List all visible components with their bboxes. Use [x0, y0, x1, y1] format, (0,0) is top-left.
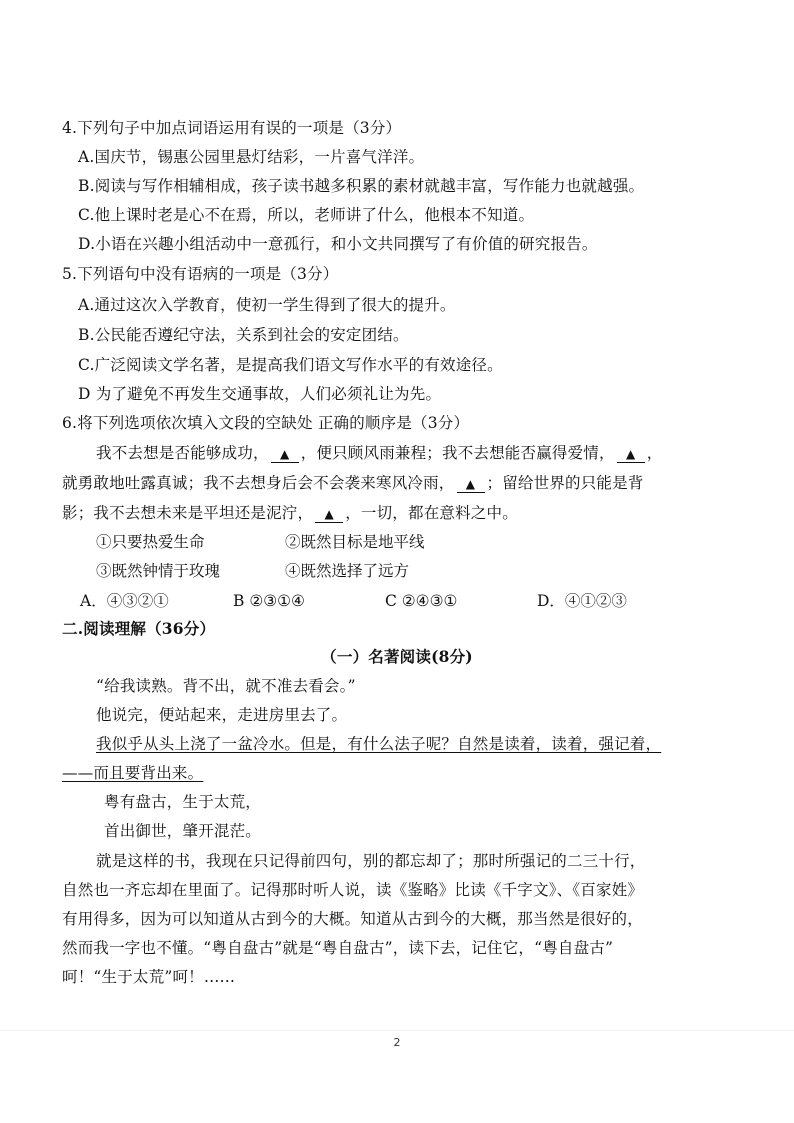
q6-option-c: C ②④③①: [385, 592, 458, 610]
passage-verse-2: 首出御世，肇开混茫。: [104, 822, 262, 840]
q6-text: ，: [646, 444, 663, 462]
q4-option-d: D.小语在兴趣小组活动中一意孤行，和小文共同撰写了有价值的研究报告。: [78, 235, 598, 253]
passage-underlined-line-1: 我似乎从头上浇了一盆冷水。但是，有什么法子呢？自然是读着，读着，强记着，: [96, 735, 662, 753]
passage-line-11: 呵！“生于太荒”呵！……: [62, 968, 236, 986]
q6-option-d: D．④①②③: [537, 592, 627, 610]
q6-sentence-2: ②既然目标是地平线: [285, 533, 425, 551]
passage-line-10: 然而我一字也不懂。“粤自盘古”就是“粤自盘古”，读下去，记住它，“粤自盘古”: [62, 939, 614, 957]
q5-stem: 5.下列语句中没有语病的一项是（3分）: [62, 265, 339, 283]
q5-option-c: C.广泛阅读文学名著，是提高我们语文写作水平的有效途径。: [78, 356, 503, 374]
q4-option-b: B.阅读与写作相辅相成，孩子读书越多积累的素材就越丰富，写作能力也就越强。: [78, 177, 645, 195]
q6-text: 就勇敢地吐露真诚；我不去想身后会不会袭来寒风冷雨，: [62, 474, 455, 492]
q6-stem: 6.将下列选项依次填入文段的空缺处 正确的顺序是（3分）: [62, 414, 470, 432]
q6-paragraph-line-1: [96, 443, 662, 463]
q6-text: ，一切，都在意料之中。: [345, 504, 518, 522]
q4-option-c: C.他上课时老是心不在焉，所以，老师讲了什么，他根本不知道。: [78, 206, 535, 224]
q6-sentence-4: ④既然选择了远方: [285, 562, 410, 580]
page-number: 2: [393, 1036, 401, 1049]
fill-blank-4: ▲: [315, 506, 343, 523]
passage-line-9: 有用得多，因为可以知道从古到今的大概。知道从古到今的大概，那当然是很好的，: [62, 910, 643, 928]
section-heading: 二.阅读理解（36分）: [62, 619, 216, 638]
q4-stem: 4.下列句子中加点词语运用有误的一项是（3分）: [62, 119, 402, 137]
fill-blank-2: ▲: [617, 446, 645, 463]
q6-option-b: B ②③①④: [233, 592, 305, 610]
fill-blank-1: ▲: [271, 446, 299, 463]
q5-option-b: B.公民能否遵纪守法，关系到社会的安定团结。: [78, 326, 409, 344]
passage-line-7: 就是这样的书，我现在只记得前四句，别的都忘却了；那时所强记的二三十行，: [96, 852, 646, 870]
q5-option-d: D 为了避免不再发生交通事故，人们必须礼让为先。: [78, 385, 442, 403]
q6-paragraph-line-2: [62, 473, 644, 493]
q6-text: ，便只顾风雨兼程；我不去想能否赢得爱情，: [300, 444, 615, 462]
q6-text: 我不去想是否能够成功，: [96, 444, 269, 462]
passage-line-1: “给我读熟。背不出，就不准去看会。”: [96, 677, 356, 695]
q6-text: ；留给世界的只能是背: [486, 474, 644, 492]
passage-line-2: 他说完，便站起来，走进房里去了。: [96, 706, 348, 724]
passage-line-8: 自然也一齐忘却在里面了。记得那时听人说，读《鉴略》比读《千字文》、《百家姓》: [62, 881, 644, 899]
q5-option-a: A.通过这次入学教育，使初一学生得到了很大的提升。: [78, 296, 456, 314]
q6-option-a: A．④③②①: [80, 592, 169, 610]
q6-text: 影；我不去想未来是平坦还是泥泞，: [62, 504, 314, 522]
passage-underlined-line-2: ——而且要背出来。: [62, 764, 204, 782]
page-divider: [0, 1030, 794, 1031]
passage-verse-1: 粤有盘古，生于太荒，: [104, 793, 262, 811]
q6-sentence-3: ③既然钟情于玫瑰: [96, 562, 221, 580]
q6-sentence-1: ①只要热爱生命: [96, 533, 205, 551]
section-sub-heading: （一）名著阅读(8分): [321, 647, 473, 666]
fill-blank-3: ▲: [457, 476, 485, 493]
q6-paragraph-line-3: [62, 503, 518, 523]
q4-option-a: A.国庆节，锡惠公园里悬灯结彩，一片喜气洋洋。: [78, 148, 425, 166]
